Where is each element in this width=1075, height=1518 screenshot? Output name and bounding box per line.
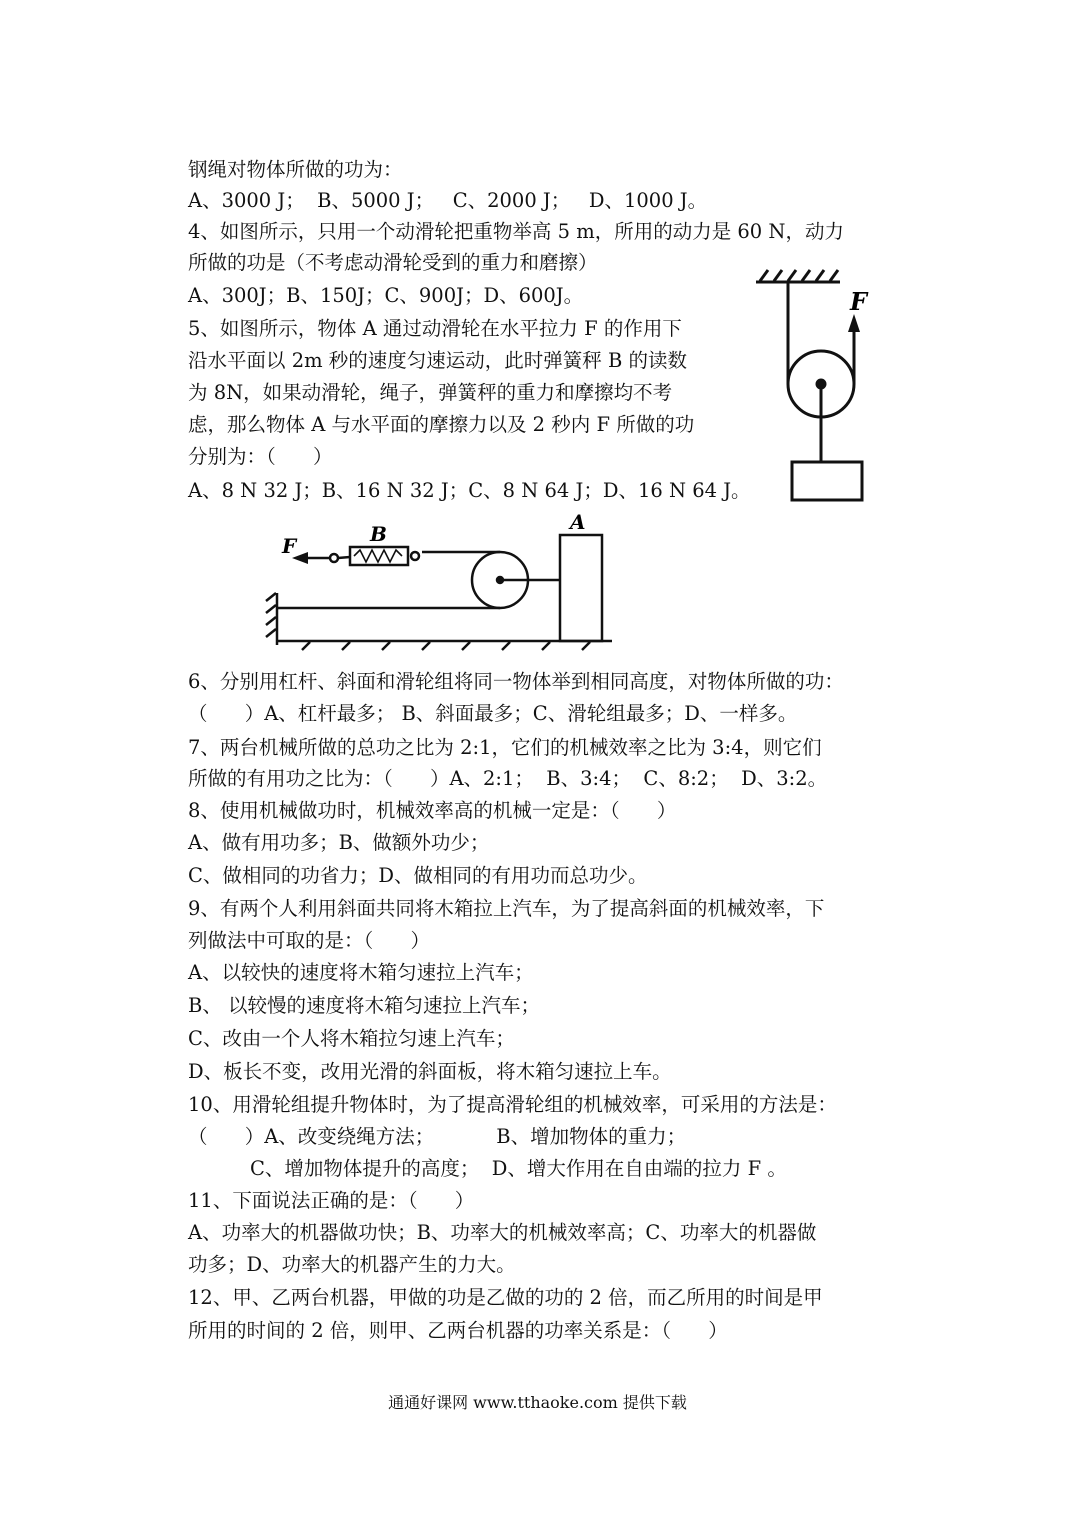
spring-label: B: [370, 522, 387, 546]
question-10: 10、用滑轮组提升物体时，为了提高滑轮组的机械效率，可采用的方法是：: [188, 1093, 837, 1116]
text-line: 虑，那么物体 A 与水平面的摩擦力以及 2 秒内 F 所做的功: [188, 413, 695, 436]
question-12: 12、甲、乙两台机器，甲做的功是乙做的功的 2 倍，而乙所用的时间是甲: [188, 1286, 823, 1309]
question-4: 4、如图所示，只用一个动滑轮把重物举高 5 m，所用的动力是 60 N，动力: [188, 220, 844, 243]
text-line: A、300J；B、150J；C、900J；D、600J。: [188, 284, 584, 307]
text-line: A、3000 J； B、5000 J； C、2000 J； D、1000 J。: [188, 189, 708, 212]
text-line: C、改由一个人将木箱拉匀速上汽车；: [188, 1027, 515, 1050]
text-line: 列做法中可取的是：（ ）: [188, 929, 430, 952]
text-line: （ ）A、杠杆最多； B、斜面最多；C、滑轮组最多；D、一样多。: [188, 702, 798, 725]
question-6: 6、分别用杠杆、斜面和滑轮组将同一物体举到相同高度，对物体所做的功：: [188, 670, 844, 693]
text-line: B、 以较慢的速度将木箱匀速拉上汽车；: [188, 994, 541, 1017]
force-label: F: [850, 287, 868, 316]
text-line: 沿水平面以 2m 秒的速度匀速运动，此时弹簧秤 B 的读数: [188, 349, 688, 372]
weight-box: [792, 462, 862, 500]
text-line: 所做的有用功之比为：（ ）A、2:1； B、3:4； C、8:2； D、3:2。: [188, 767, 828, 790]
block-label: A: [570, 510, 586, 534]
text-line: 分别为：（ ）: [188, 445, 333, 468]
question-9: 9、有两个人利用斜面共同将木箱拉上汽车，为了提高斜面的机械效率，下: [188, 897, 825, 920]
text-line: 功多；D、功率大的机器产生的力大。: [188, 1253, 516, 1276]
text-line: A、功率大的机器做功快；B、功率大的机械效率高；C、功率大的机器做: [188, 1221, 817, 1244]
question-11: 11、下面说法正确的是：（ ）: [188, 1189, 475, 1212]
question-7: 7、两台机械所做的总功之比为 2:1，它们的机械效率之比为 3:4，则它们: [188, 736, 822, 759]
hook: [411, 552, 419, 560]
page-footer: 通通好课网 www.tthaoke.com 提供下载: [388, 1393, 687, 1412]
text-line: A、以较快的速度将木箱匀速拉上汽车；: [188, 961, 534, 984]
text-line: 为 8N，如果动滑轮，绳子，弹簧秤的重力和摩擦均不考: [188, 381, 673, 404]
pulley-figure-vertical: [748, 262, 888, 507]
spring-balance: [350, 547, 408, 565]
text-line: A、8 N 32 J；B、16 N 32 J；C、8 N 64 J；D、16 N 64 J。: [188, 479, 751, 502]
pulley-figure-horizontal: [262, 505, 622, 655]
text-line: D、板长不变，改用光滑的斜面板，将木箱匀速拉上车。: [188, 1060, 672, 1083]
text-line: （ ）A、改变绕绳方法； B、增加物体的重力；: [188, 1125, 687, 1148]
block-a: [560, 535, 602, 641]
text-line: 所做的功是（不考虑动滑轮受到的重力和磨擦）: [188, 251, 598, 274]
force-arrow: [848, 314, 860, 332]
text-line: C、增加物体提升的高度； D、增大作用在自由端的拉力 F 。: [188, 1157, 787, 1180]
text-line: 所用的时间的 2 倍，则甲、乙两台机器的功率关系是：（ ）: [188, 1319, 728, 1342]
text-line: 钢绳对物体所做的功为：: [188, 158, 403, 181]
text-line: A、做有用功多；B、做额外功少；: [188, 831, 490, 854]
question-5: 5、如图所示，物体 A 通过动滑轮在水平拉力 F 的作用下: [188, 317, 682, 340]
question-8: 8、使用机械做功时，机械效率高的机械一定是：（ ）: [188, 799, 677, 822]
text-line: C、做相同的功省力；D、做相同的有用功而总功少。: [188, 864, 648, 887]
force-label: F: [282, 534, 297, 558]
